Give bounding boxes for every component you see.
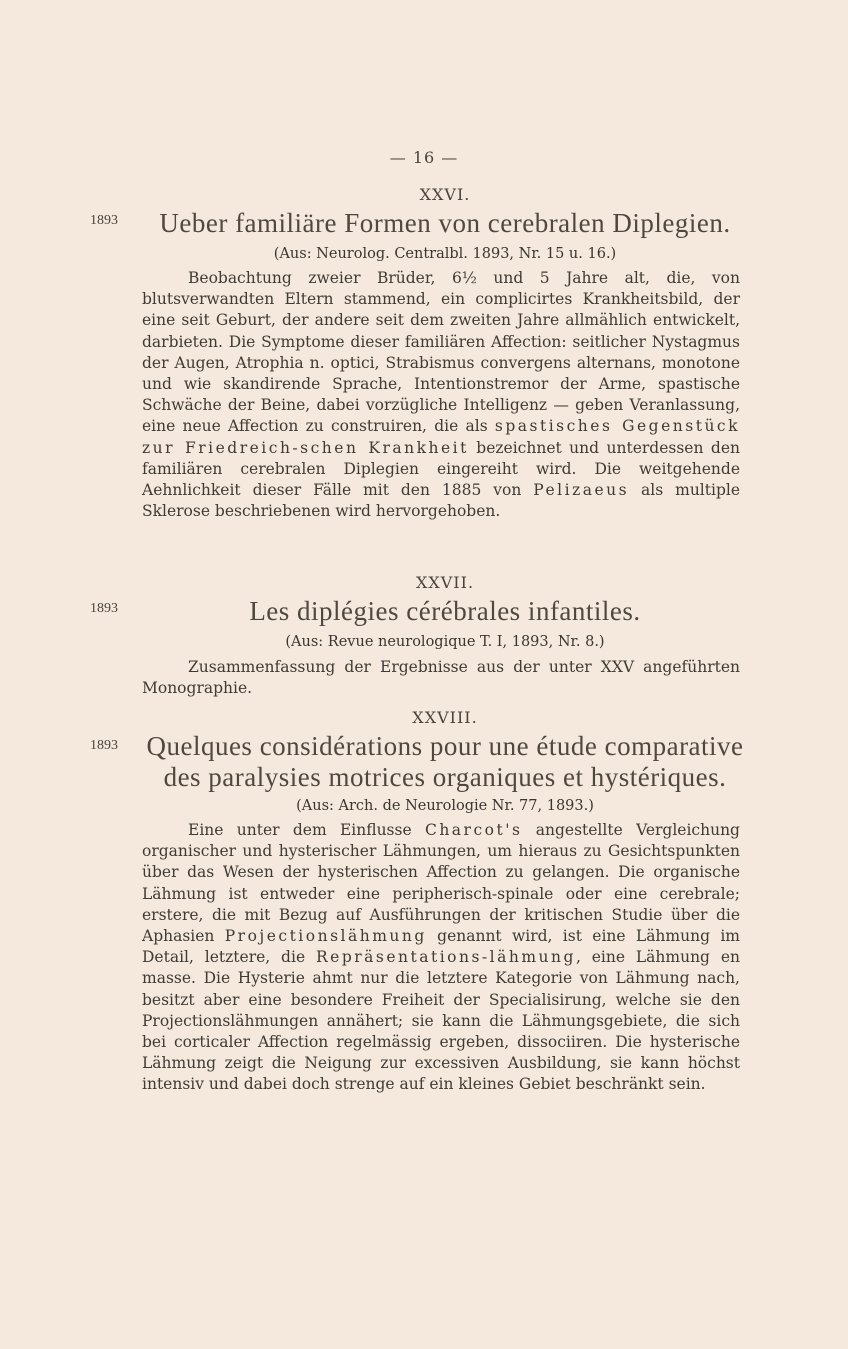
entry-body: Beobachtung zweier Brüder, 6½ und 5 Jahre alt, die, von blutsverwandten Eltern stammend, ein complicirtes Krankheitsbild, der eine seit Geburt, der andere seit dem zweiten Jahre allmählich entwickelt, darbieten. Die Symptome dieser familiären Affection: seitlicher Nystagmus der Augen, Atrophia n. optici, Strabismus convergens alternans, monotone und wie skandirende Sprache, Intentionstremor der Arme, spastische Schwäche der Beine, dabei vorzügliche Intelligenz — geben Veranlassung, eine neue Affection zu construiren, die als spastisches Gegenstück zur Friedreich-schen Krankheit bezeichnet und unterdessen den familiären cerebralen Diplegien eingereiht wird. Die weitgehende Aehnlichkeit dieser Fälle mit den 1885 von Pelizaeus als multiple Sklerose beschriebenen wird hervorgehoben.	[142, 269, 740, 521]
entry-source: (Aus: Neurolog. Centralbl. 1893, Nr. 15 u. 16.)	[273, 246, 617, 262]
entry-xxvi	[90, 185, 750, 522]
entry-year: 1893	[90, 738, 118, 753]
page-number: — 16 —	[389, 148, 459, 167]
entry-xxviii	[90, 708, 750, 1096]
entry-title: Les diplégies cérébrales infantiles.	[249, 596, 641, 626]
entry-source: (Aus: Arch. de Neurologie Nr. 77, 1893.)	[296, 798, 594, 814]
emphasis-text: spastisches Gegenstück zur Friedreich-schen Krankheit	[142, 417, 740, 457]
author-name: Pelizaeus	[533, 481, 630, 500]
entry-source: (Aus: Revue neurologique T. I, 1893, Nr. 8.)	[285, 634, 605, 650]
entry-year: 1893	[90, 601, 118, 616]
entry-title-line-1: Quelques considérations pour une étude comparative	[146, 731, 744, 761]
entry-number: XXVI.	[419, 185, 471, 204]
entry-xxvii	[90, 573, 750, 699]
entry-title-line-2: des paralysies motrices organiques et hystériques.	[163, 762, 727, 792]
author-name: Charcot's	[424, 821, 523, 839]
entry-year: 1893	[90, 213, 118, 228]
emphasis-text: Repräsentations-lähmung	[315, 948, 576, 967]
entry-title: Ueber familiäre Formen von cerebralen Diplegien.	[159, 208, 731, 238]
entry-number: XXVII.	[415, 573, 475, 592]
entry-body: Eine unter dem Einflusse Charcot's angestellte Vergleichung organischer und hysterischer Lähmungen, um hieraus zu Gesichtspunkten über das Wesen der hysterischen Affection zu gelangen. Die organische Lähmung ist entweder eine peripherisch-spinale oder eine cerebrale; erstere, die mit Bezug auf Ausführungen der kritischen Studie über die Aphasien Projectionslähmung genannt wird, ist eine Lähmung im Detail, letztere, die Repräsentations-lähmung, eine Lähmung en masse. Die Hysterie ahmt nur die letztere Kategorie von Lähmung nach, besitzt aber eine besondere Freiheit der Specialisirung, welche sie den Projectionslähmungen annähert; sie kann die Lähmungsgebiete, die sich bei corticaler Affection regelmässig ergeben, dissociiren. Die hysterische Lähmung zeigt die Neigung zur excessiven Ausbildung, sie kann höchst intensiv und dabei doch strenge auf ein kleines Gebiet beschränkt sein.	[142, 821, 740, 1094]
entry-number: XXVIII.	[412, 708, 478, 727]
entry-body: Zusammenfassung der Ergebnisse aus der unter XXV angeführten Monographie.	[142, 658, 740, 698]
emphasis-text: Projectionslähmung	[224, 927, 427, 946]
